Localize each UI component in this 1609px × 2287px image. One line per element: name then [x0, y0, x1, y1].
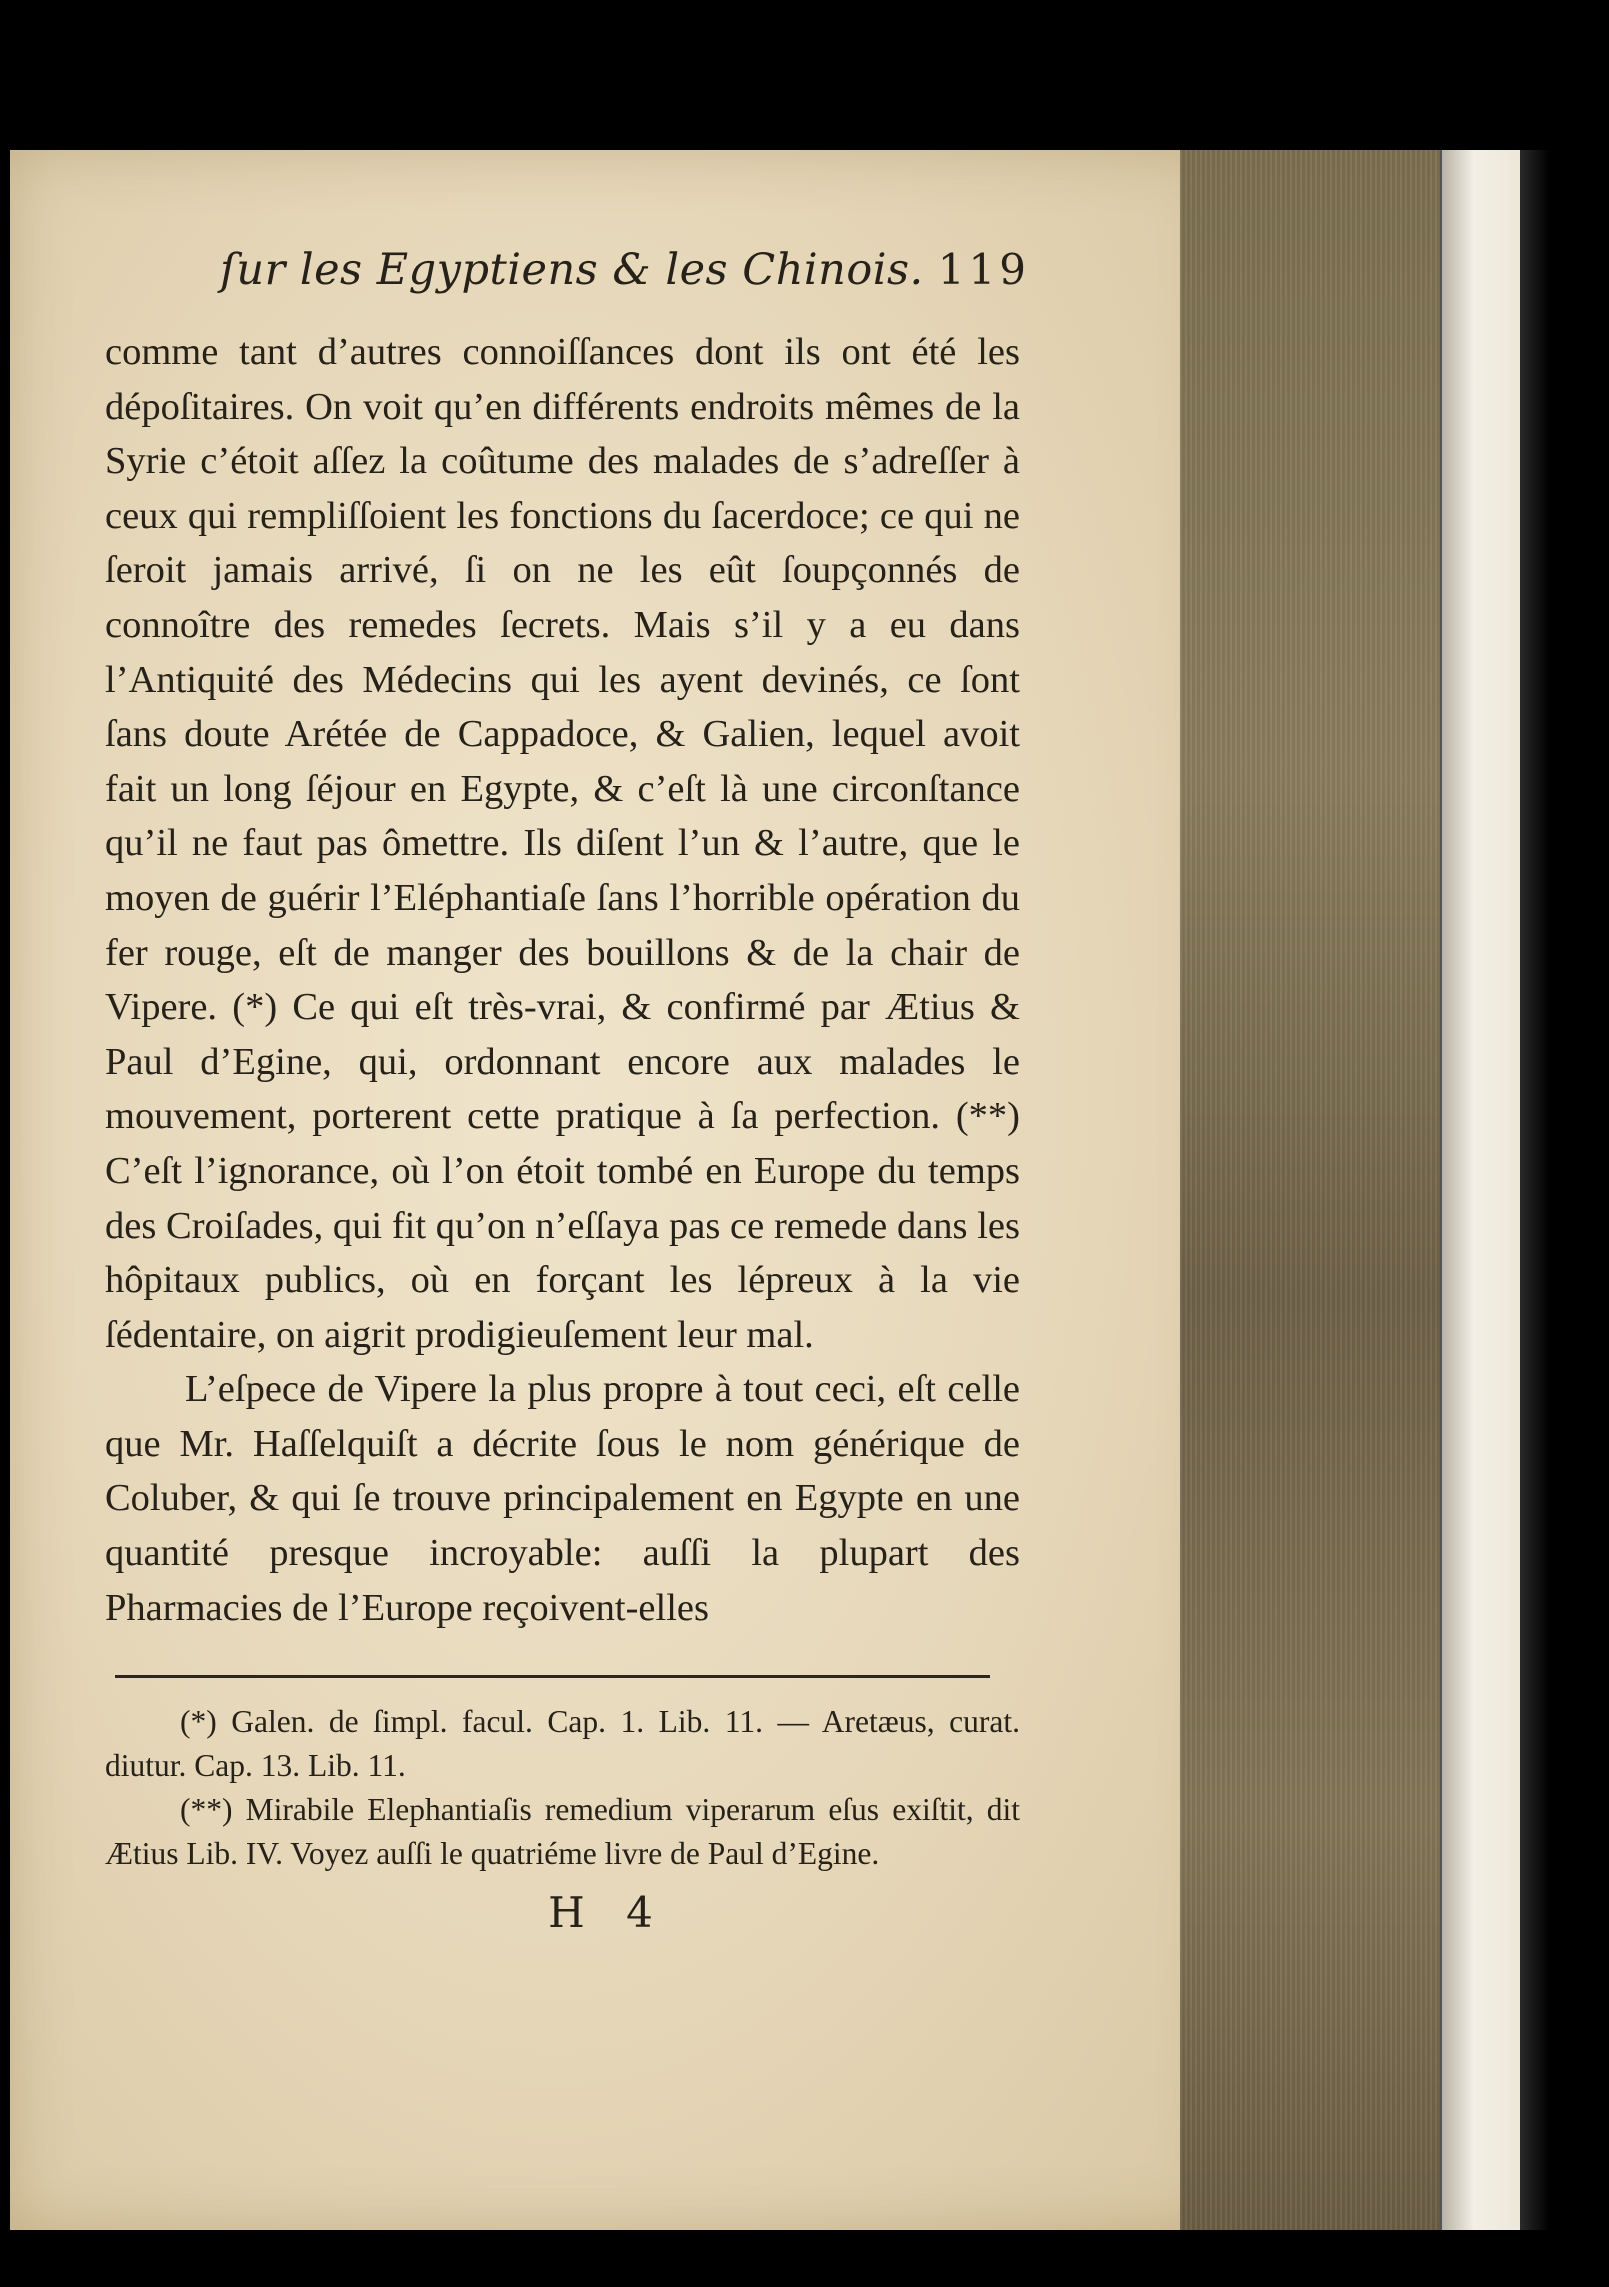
footnote-rule [115, 1675, 990, 1678]
paragraph: L’eſpece de Vipere la plus propre à tout ceci, eſt celle que Mr. Haſſelquiſt a décrite ſous le nom générique de Coluber, & qui ſe trouve principalement en Egypte en une quantité presque incroyable: auſſi la plupart des Pharmacies de l’Europe reçoivent-elles [105, 1368, 1020, 1629]
cover-shadow [1520, 150, 1550, 2230]
page-header [105, 245, 1030, 325]
running-title: ſur les Egyptiens & les Chinois. [220, 245, 924, 295]
signature-mark: H 4 [548, 1888, 667, 1938]
footnote: (**) Mirabile Elephantiaſis remedium viperarum eſus exiſtit, dit Ætius Lib. IV. Voyez auſſi le quatriéme livre de Paul d’Egine. [105, 1792, 1020, 1872]
body-text [105, 325, 1020, 1635]
page-content [105, 245, 1030, 1938]
page-number: 119 [937, 245, 1030, 294]
footnote: (*) Galen. de ſimpl. facul. Cap. 1. Lib. 11. — Aretæus, curat. diutur. Cap. 13. Lib. 11. [105, 1704, 1020, 1784]
paragraph: comme tant d’autres connoiſſances dont ils ont été les dépoſitaires. On voit qu’en différents endroits mêmes de la Syrie c’étoit aſſez la coûtume des malades de s’adreſſer à ceux qui rempliſſoient les fonctions du ſacerdoce; ce qui ne ſeroit jamais arrivé, ſi on ne les eût ſoupçonnés de connoître des remedes ſecrets. Mais s’il y a eu dans l’Antiquité des Médecins qui les ayent devinés, ce ſont ſans doute Arétée de Cappadoce, & Galien, lequel avoit fait un long ſéjour en Egypte, & c’eſt là une circonſtance qu’il ne faut pas ômettre. Ils diſent l’un & l’autre, que le moyen de guérir l’Eléphantiaſe ſans l’horrible opération du fer rouge, eſt de manger des bouillons & de la chair de Vipere. (*) Ce qui eſt très-vrai, & confirmé par Ætius & Paul d’Egine, qui, ordonnant encore aux malades le mouvement, porterent cette pratique à ſa perfection. (**) C’eſt l’ignorance, où l’on étoit tombé en Europe du temps des Croiſades, qui fit qu’on n’eſſaya pas ce remede dans les hôpitaux publics, où en forçant les lépreux à la vie ſédentaire, on aigrit prodigieuſement leur mal. [105, 331, 1020, 1356]
book-page [10, 150, 1220, 2230]
book-cover-board [1440, 150, 1522, 2230]
footnotes [105, 1700, 1020, 1876]
